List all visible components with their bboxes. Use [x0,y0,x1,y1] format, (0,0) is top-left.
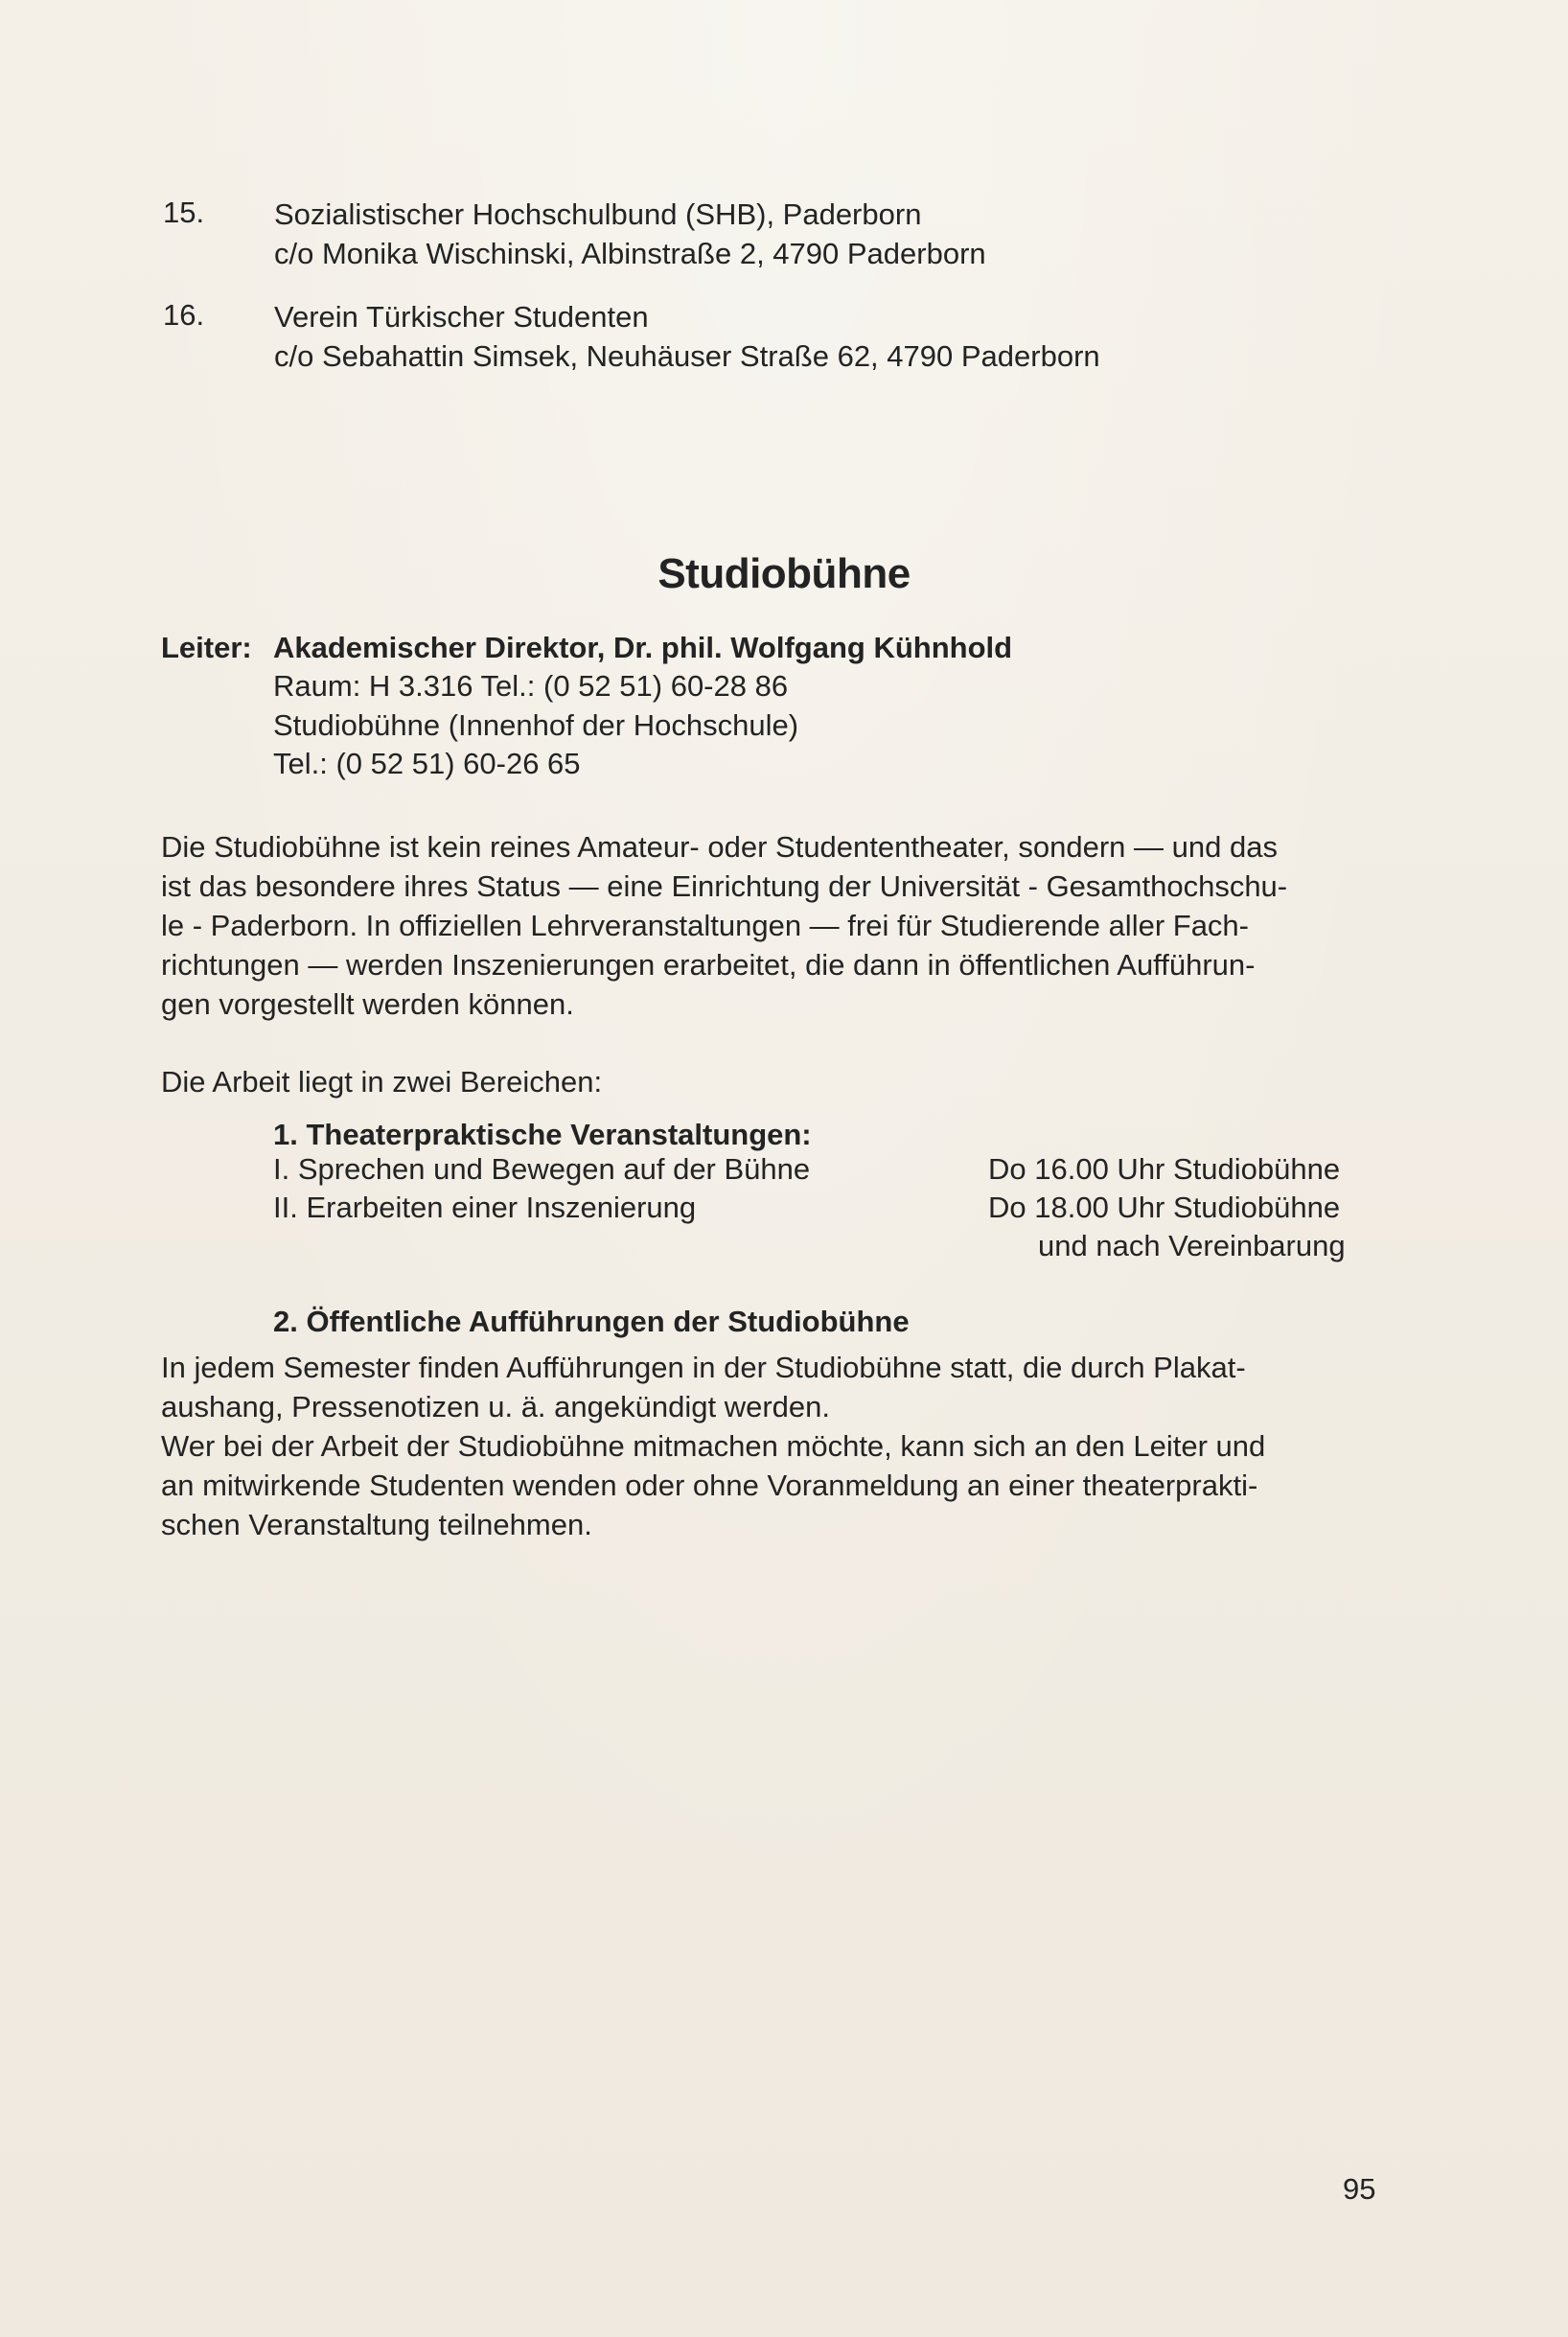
areas-intro: Die Arbeit liegt in zwei Bereichen: [161,1065,603,1099]
area1-heading: 1. Theaterpraktische Veranstaltungen: [273,1118,812,1151]
paragraph-line: aushang, Pressenotizen u. ä. angekündigt werden. [161,1390,830,1423]
contact-line: Raum: H 3.316 Tel.: (0 52 51) 60-28 86 [273,669,789,703]
paragraph-line: richtungen — werden Inszenierungen erarbeitet, die dann in öffentlichen Aufführun- [161,948,1256,982]
paragraph-line: ist das besondere ihres Status — eine Einrichtung der Universität - Gesamthochschu- [161,869,1288,903]
paragraph-line: In jedem Semester finden Aufführungen in der Studiobühne statt, die durch Plakat- [161,1351,1246,1384]
entry-organization: Verein Türkischer Studenten [274,300,649,334]
paragraph-line: le - Paderborn. In offiziellen Lehrveranstaltungen — frei für Studierende aller Fach- [161,909,1249,942]
contact-line: Studiobühne (Innenhof der Hochschule) [273,708,799,742]
area2-heading: 2. Öffentliche Aufführungen der Studiobühne [273,1305,910,1338]
paragraph-line: Die Studiobühne ist kein reines Amateur- oder Studententheater, sondern — und das [161,830,1278,864]
intro-paragraph [161,827,1383,1024]
entry-address: c/o Sebahattin Simsek, Neuhäuser Straße 62, 4790 Paderborn [274,339,1100,373]
area2-paragraph [161,1348,1383,1544]
course-name: II. Erarbeiten einer Inszenierung [273,1191,697,1224]
page-number: 95 [1343,2172,1376,2206]
course-time: Do 16.00 Uhr Studiobühne [988,1152,1341,1186]
contact-line: Tel.: (0 52 51) 60-26 65 [273,747,581,780]
paragraph-line: schen Veranstaltung teilnehmen. [161,1508,592,1541]
section-title: Studiobühne [657,550,911,597]
leiter-label: Leiter: [161,631,252,664]
entry-number: 15. [163,196,205,229]
entry-address: c/o Monika Wischinski, Albinstraße 2, 4790 Paderborn [274,237,986,270]
paragraph-line: Wer bei der Arbeit der Studiobühne mitmachen möchte, kann sich an den Leiter und [161,1429,1266,1463]
course-time: Do 18.00 Uhr Studiobühne [988,1191,1341,1224]
paragraph-line: an mitwirkende Studenten wenden oder ohne Voranmeldung an einer theaterprakti- [161,1469,1258,1502]
course-note: und nach Vereinbarung [1038,1229,1346,1262]
entry-number: 16. [163,298,205,332]
course-name: I. Sprechen und Bewegen auf der Bühne [273,1152,811,1186]
entry-organization: Sozialistischer Hochschulbund (SHB), Paderborn [274,197,922,231]
paragraph-line: gen vorgestellt werden können. [161,987,574,1021]
leiter-name: Akademischer Direktor, Dr. phil. Wolfgang Kühnhold [273,631,1013,664]
